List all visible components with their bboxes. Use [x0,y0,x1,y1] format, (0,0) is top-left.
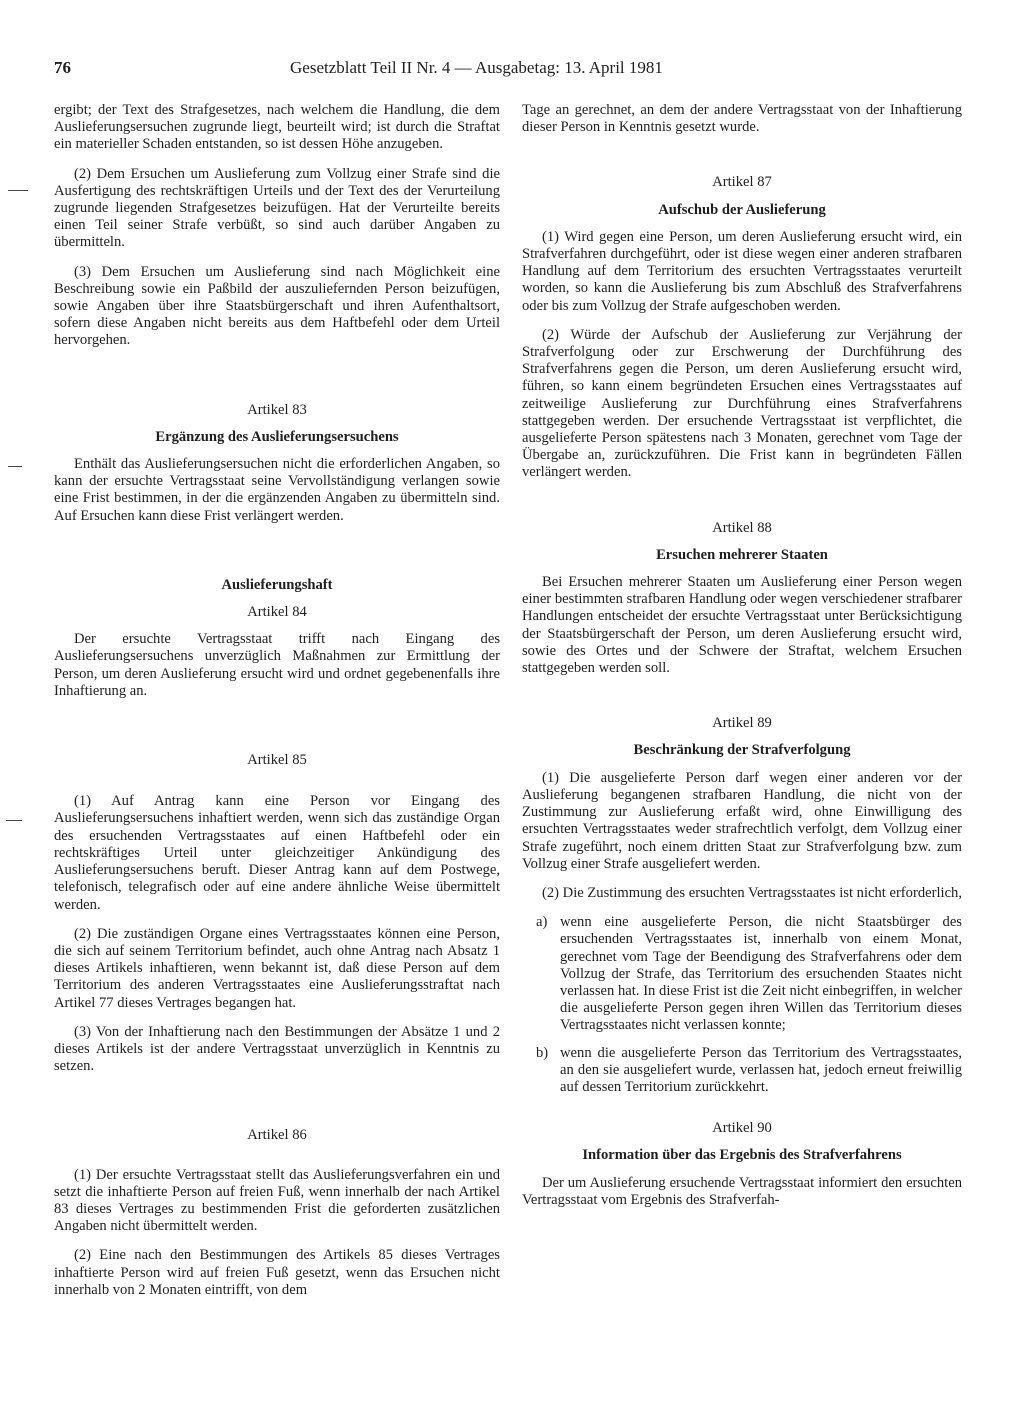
article-heading: Ersuchen mehrerer Staaten [656,546,828,563]
paragraph: (2) Die zuständigen Organe eines Vertragsstaates können eine Person, die sich auf seinem Territorium befindet, auch ohne Antrag nach Absatz 1 dieses Artikels inhaftieren, wenn bekannt ist, daß diese Person auf dem Territorium des anderen Vertragsstaates eine Auslieferungsstraftat nach Artikel 77 dieses Vertrages begangen hat. [54,925,500,1011]
article-heading: Aufschub der Auslieferung [658,201,826,218]
paragraph: Enthält das Auslieferungsersuchen nicht die erforderlichen Angaben, so kann der ersuchte Vertragsstaat seine Vervollständigung verlangen sowie eine Frist bestimmen, in der die ergänzenden Angaben zu übermitteln sind. Auf Ersuchen kann diese Frist verlängert werden. [54,456,500,524]
right-column [522,102,962,1221]
paragraph: (1) Der ersuchte Vertragsstaat stellt das Auslieferungsverfahren ein und setzt die inhaftierte Person auf freien Fuß, wenn innerhalb der nach Artikel 83 dieses Vertrages zu bestimmenden Frist die geforderten zusätzlichen Angaben nicht übermittelt werden. [54,1166,500,1235]
paragraph: (3) Von der Inhaftierung nach den Bestimmungen der Absätze 1 und 2 dieses Artikels ist der andere Vertragsstaat unverzüglich in Kenntnis zu setzen. [54,1023,500,1075]
section-heading: Auslieferungshaft [221,576,333,593]
paragraph: Bei Ersuchen mehrerer Staaten um Auslieferung einer Person wegen einer bestimmten strafbaren Handlung oder wegen verschiedener strafbarer Handlungen entscheidet der ersuchte Vertragsstaat unter Berücksichtigung der Staatsbürgerschaft der Person, um deren Auslieferung ersucht wird, sowie des Ortes und der Schwere der Straftat, welchem Ersuchen stattgegeben werden soll. [522,574,962,677]
paragraph: (2) Dem Ersuchen um Auslieferung zum Vollzug einer Strafe sind die Ausfertigung des rechtskräftigen Urteils und der Text des der Verurteilung zugrunde liegenden Strafgesetzes beizufügen. Hat der Verurteilte bereits einen Teil seiner Strafe verbüßt, so sind auch darüber Angaben zu übermitteln. [54,165,500,251]
article-number: Artikel 88 [712,519,772,536]
paragraph: (1) Die ausgelieferte Person darf wegen einer anderen vor der Auslieferung begangenen strafbaren Handlung, die nicht von der Zustimmung zur Auslieferung erfaßt wird, ohne Einwilligung des ersuchten Vertragsstaates weder strafrechtlich verfolgt, dem Vollzug einer Strafe zugeführt, noch einem dritten Staat zur Strafverfolgung bzw. zum Vollzug einer Strafe ausgeliefert werden. [522,769,962,872]
paragraph: (1) Wird gegen eine Person, um deren Auslieferung ersucht wird, ein Strafverfahren durchgeführt, oder ist diese wegen einer anderen strafbaren Handlung auf dem Territorium des ersuchten Vertragsstaates verurteilt worden, so kann die Auslieferung bis zum Abschluß des Strafverfahrens oder bis zum Vollzug der Strafe aufgeschoben werden. [522,228,962,314]
article-heading: Beschränkung der Strafverfolgung [633,742,851,759]
article-number: Artikel 87 [712,174,772,191]
left-column [54,102,500,1311]
article-number: Artikel 85 [247,752,307,769]
paragraph: Der ersuchte Vertragsstaat trifft nach Eingang des Auslieferungsersuchens unverzüglich Maßnahmen zur Ermittlung der Person, um deren Auslieferung ersucht wird und ordnet gegebenenfalls ihre Inhaftierung an. [54,631,500,699]
paragraph: (1) Auf Antrag kann eine Person vor Eingang des Auslieferungsersuchens inhaftiert werden, wenn sich das zuständige Organ des ersuchenden Vertragsstaates auf einen Haftbefehl oder ein rechtskräftiges Urteil unter gleichzeitiger Ankündigung des Auslieferungsersuchens beruft. Dieser Antrag kann auf dem Postwege, telefonisch, telegrafisch oder auf eine andere ähnliche Weise übermittelt werden. [54,793,500,913]
list-item [522,1045,962,1097]
list-item [522,914,962,1034]
article-number: Artikel 84 [247,604,307,621]
paragraph: (3) Dem Ersuchen um Auslieferung sind nach Möglichkeit eine Beschreibung sowie ein Paßbild der auszuliefernden Person beizufügen, sowie Angaben über ihre Staatsbürgerschaft und ihren Aufenthaltsort, sofern diese Angaben nicht bereits aus dem Haftbefehl oder dem Urteil hervorgehen. [54,263,500,349]
page-header [54,58,724,80]
paragraph: (2) Würde der Aufschub der Auslieferung zur Verjährung der Strafverfolgung oder zur Erschwerung der Durchführung des Strafverfahrens gegen die Person, um deren Auslieferung ersucht wird, führen, so kann einem begründeten Ersuchen eines Vertragsstaates auf zeitweilige Auslieferung zur Durchführung eines Strafverfahrens stattgegeben werden. Der ersuchende Vertragsstaat ist verpflichtet, die ausgelieferte Person spätestens nach 3 Monaten, gerechnet vom Tage der Übergabe an, zurückzuführen. Die Frist kann in begründeten Fällen verlängert werden. [522,326,962,481]
paragraph: (2) Eine nach den Bestimmungen des Artikels 85 dieses Vertrages inhaftierte Person wird auf freien Fuß gesetzt, wenn das Ersuchen nicht innerhalb von 2 Monaten eintrifft, von dem [54,1247,500,1298]
article-number: Artikel 83 [247,401,307,418]
list-item-text: wenn die ausgelieferte Person das Territorium des Vertragsstaates, an den sie ausgeliefert wurde, verlassen hat, jedoch erneut freiwillig auf dessen Territorium zurückkehrt. [560,1044,962,1095]
paragraph: Tage an gerechnet, an dem der andere Vertragsstaat von der Inhaftierung dieser Person in Kenntnis gesetzt wurde. [522,102,962,136]
running-head: Gesetzblatt Teil II Nr. 4 — Ausgabetag: 13. April 1981 [290,58,663,77]
article-heading: Ergänzung des Auslieferungsersuchens [155,428,399,445]
list-marker: a) [536,914,548,931]
paragraph: ergibt; der Text des Strafgesetzes, nach welchem die Handlung, die dem Auslieferungsersuchen zugrunde liegt, beurteilt wird; ist durch die Straftat ein materieller Schaden entstanden, so ist dessen Höhe anzugeben. [54,102,500,153]
list-item-text: wenn eine ausgelieferte Person, die nicht Staatsbürger des ersuchenden Vertragsstaates ist, innerhalb von einem Monat, gerechnet vom Tage der Beendigung des Strafverfahrens oder dem Vollzug der Strafe, das Territorium des ersuchenden Staates nicht verlassen hat. In diese Frist ist die Zeit nicht einbegriffen, in welcher die ausgelieferte Person gegen ihren Willen das Territorium dieses Vertragsstaates nicht verlassen konnte; [560,914,962,1034]
article-number: Artikel 89 [712,715,772,732]
page-number: 76 [54,58,71,77]
paragraph: Der um Auslieferung ersuchende Vertragsstaat informiert den ersuchten Vertragsstaat vom Ergebnis des Strafverfah- [522,1174,962,1208]
article-number: Artikel 90 [712,1120,772,1137]
margin-mark [8,466,22,467]
list-marker: b) [536,1044,549,1061]
margin-mark [6,820,22,821]
article-number: Artikel 86 [247,1127,307,1144]
margin-mark [8,190,28,191]
paragraph: (2) Die Zustimmung des ersuchten Vertragsstaates ist nicht erforderlich, [542,884,962,901]
article-heading: Information über das Ergebnis des Strafverfahrens [582,1147,902,1164]
